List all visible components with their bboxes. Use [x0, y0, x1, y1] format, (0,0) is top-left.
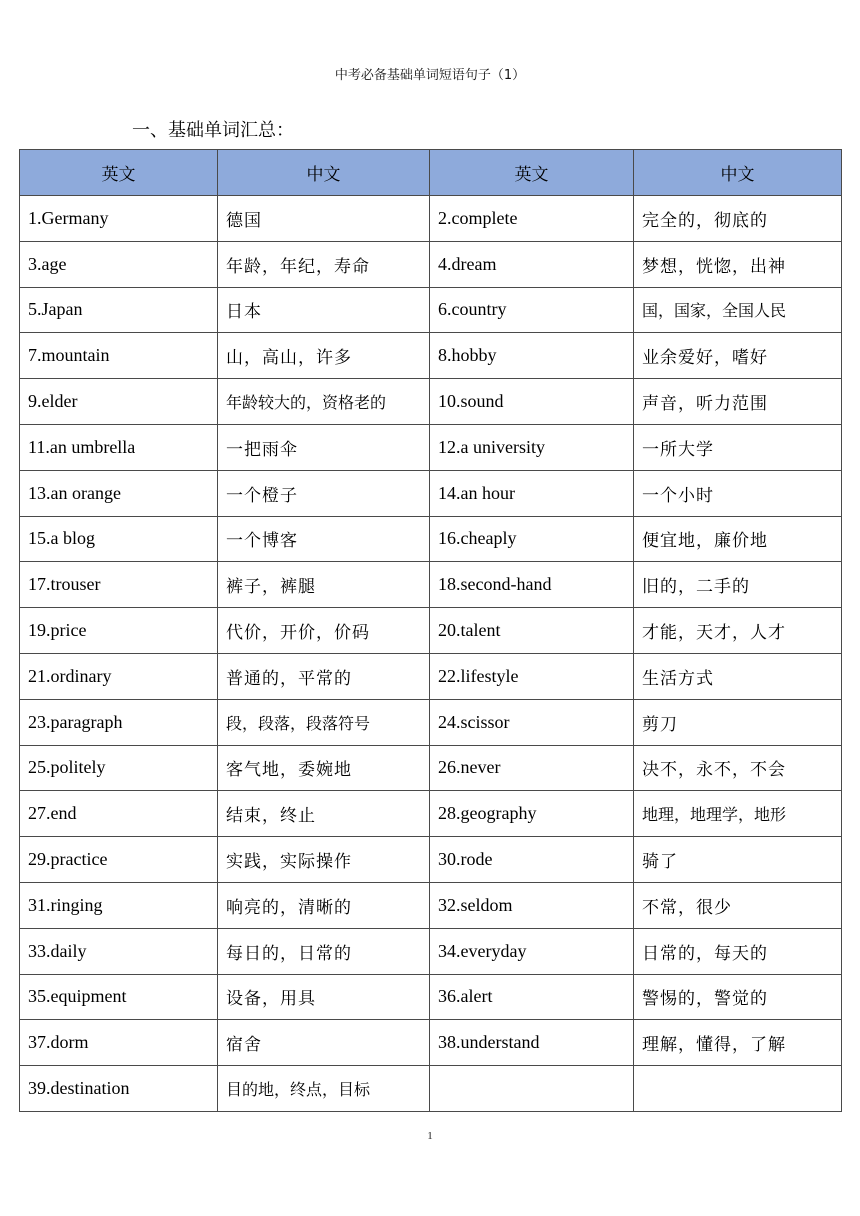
chinese-meaning-cell: 不常，很少 [634, 882, 842, 928]
chinese-meaning-cell: 剪刀 [634, 699, 842, 745]
table-row [20, 699, 842, 745]
chinese-meaning-cell: 完全的，彻底的 [634, 196, 842, 242]
english-word-cell: 13.an orange [20, 470, 218, 516]
column-header-english: 英文 [430, 150, 634, 196]
english-word-cell: 20.talent [430, 608, 634, 654]
english-word-cell: 34.everyday [430, 928, 634, 974]
chinese-meaning-cell: 响亮的，清晰的 [218, 882, 430, 928]
english-word-cell: 31.ringing [20, 882, 218, 928]
english-word-cell: 22.lifestyle [430, 653, 634, 699]
english-word-cell: 14.an hour [430, 470, 634, 516]
english-word-cell: 5.Japan [20, 287, 218, 333]
english-word-cell: 6.country [430, 287, 634, 333]
section-heading: 一、基础单词汇总： [132, 120, 294, 141]
chinese-meaning-cell: 设备，用具 [218, 974, 430, 1020]
column-header-chinese: 中文 [218, 150, 430, 196]
english-word-cell: 28.geography [430, 791, 634, 837]
table-row [20, 882, 842, 928]
english-word-cell: 7.mountain [20, 333, 218, 379]
chinese-meaning-cell: 普通的，平常的 [218, 653, 430, 699]
chinese-meaning-cell: 才能，天才，人才 [634, 608, 842, 654]
column-header-english: 英文 [20, 150, 218, 196]
table-row [20, 196, 842, 242]
chinese-meaning-cell: 实践，实际操作 [218, 837, 430, 883]
chinese-meaning-cell: 地理，地理学，地形 [634, 791, 842, 837]
table-row [20, 424, 842, 470]
chinese-meaning-cell: 决不，永不，不会 [634, 745, 842, 791]
english-word-cell: 25.politely [20, 745, 218, 791]
chinese-meaning-cell: 便宜地，廉价地 [634, 516, 842, 562]
chinese-meaning-cell: 年龄，年纪，寿命 [218, 241, 430, 287]
english-word-cell: 4.dream [430, 241, 634, 287]
chinese-meaning-cell: 宿舍 [218, 1020, 430, 1066]
english-word-cell: 35.equipment [20, 974, 218, 1020]
english-word-cell: 24.scissor [430, 699, 634, 745]
english-word-cell: 38.understand [430, 1020, 634, 1066]
table-header-row [20, 150, 842, 196]
table-row [20, 653, 842, 699]
table-row [20, 562, 842, 608]
column-header-chinese: 中文 [634, 150, 842, 196]
english-word-cell: 17.trouser [20, 562, 218, 608]
document-header: 中考必备基础单词短语句子（1） [334, 68, 526, 83]
english-word-cell: 21.ordinary [20, 653, 218, 699]
table-row [20, 516, 842, 562]
english-word-cell: 18.second-hand [430, 562, 634, 608]
chinese-meaning-cell: 国，国家，全国人民 [634, 287, 842, 333]
table-row [20, 928, 842, 974]
english-word-cell: 32.seldom [430, 882, 634, 928]
chinese-meaning-cell: 每日的，日常的 [218, 928, 430, 974]
english-word-cell: 33.daily [20, 928, 218, 974]
chinese-meaning-cell: 生活方式 [634, 653, 842, 699]
chinese-meaning-cell: 裤子，裤腿 [218, 562, 430, 608]
chinese-meaning-cell: 客气地，委婉地 [218, 745, 430, 791]
chinese-meaning-cell: 山，高山，许多 [218, 333, 430, 379]
table-row [20, 837, 842, 883]
table-row [20, 333, 842, 379]
english-word-cell: 12.a university [430, 424, 634, 470]
english-word-cell: 26.never [430, 745, 634, 791]
chinese-meaning-cell: 段，段落，段落符号 [218, 699, 430, 745]
table-row [20, 974, 842, 1020]
chinese-meaning-cell: 日常的，每天的 [634, 928, 842, 974]
english-word-cell: 15.a blog [20, 516, 218, 562]
vocabulary-table [19, 149, 842, 1112]
table-row [20, 1020, 842, 1066]
chinese-meaning-cell: 业余爱好，嗜好 [634, 333, 842, 379]
english-word-cell: 16.cheaply [430, 516, 634, 562]
chinese-meaning-cell: 警惕的，警觉的 [634, 974, 842, 1020]
chinese-meaning-cell: 声音，听力范围 [634, 379, 842, 425]
chinese-meaning-cell: 骑了 [634, 837, 842, 883]
chinese-meaning-cell: 日本 [218, 287, 430, 333]
english-word-cell: 10.sound [430, 379, 634, 425]
chinese-meaning-cell: 一个小时 [634, 470, 842, 516]
english-word-cell: 29.practice [20, 837, 218, 883]
chinese-meaning-cell: 梦想，恍惚，出神 [634, 241, 842, 287]
chinese-meaning-cell: 旧的，二手的 [634, 562, 842, 608]
table-row [20, 608, 842, 654]
chinese-meaning-cell: 结束，终止 [218, 791, 430, 837]
english-word-cell: 30.rode [430, 837, 634, 883]
english-word-cell: 2.complete [430, 196, 634, 242]
english-word-cell: 11.an umbrella [20, 424, 218, 470]
english-word-cell: 27.end [20, 791, 218, 837]
chinese-meaning-cell: 一个博客 [218, 516, 430, 562]
english-word-cell: 39.destination [20, 1066, 218, 1112]
table-row [20, 1066, 842, 1112]
english-word-cell: 36.alert [430, 974, 634, 1020]
chinese-meaning-cell: 一把雨伞 [218, 424, 430, 470]
english-word-cell: 8.hobby [430, 333, 634, 379]
page-number: 1 [427, 1130, 433, 1142]
english-word-cell: 3.age [20, 241, 218, 287]
table-body [20, 196, 842, 1112]
english-word-cell: 9.elder [20, 379, 218, 425]
chinese-meaning-cell: 理解，懂得，了解 [634, 1020, 842, 1066]
chinese-meaning-cell: 年龄较大的，资格老的 [218, 379, 430, 425]
english-word-cell: 23.paragraph [20, 699, 218, 745]
chinese-meaning-cell: 目的地，终点，目标 [218, 1066, 430, 1112]
chinese-meaning-cell: 代价，开价，价码 [218, 608, 430, 654]
table-row [20, 241, 842, 287]
english-word-cell: 1.Germany [20, 196, 218, 242]
chinese-meaning-cell [634, 1066, 842, 1112]
table-row [20, 745, 842, 791]
table-row [20, 287, 842, 333]
table-row [20, 379, 842, 425]
english-word-cell: 37.dorm [20, 1020, 218, 1066]
chinese-meaning-cell: 一所大学 [634, 424, 842, 470]
chinese-meaning-cell: 德国 [218, 196, 430, 242]
table-row [20, 791, 842, 837]
english-word-cell: 19.price [20, 608, 218, 654]
english-word-cell [430, 1066, 634, 1112]
chinese-meaning-cell: 一个橙子 [218, 470, 430, 516]
table-row [20, 470, 842, 516]
